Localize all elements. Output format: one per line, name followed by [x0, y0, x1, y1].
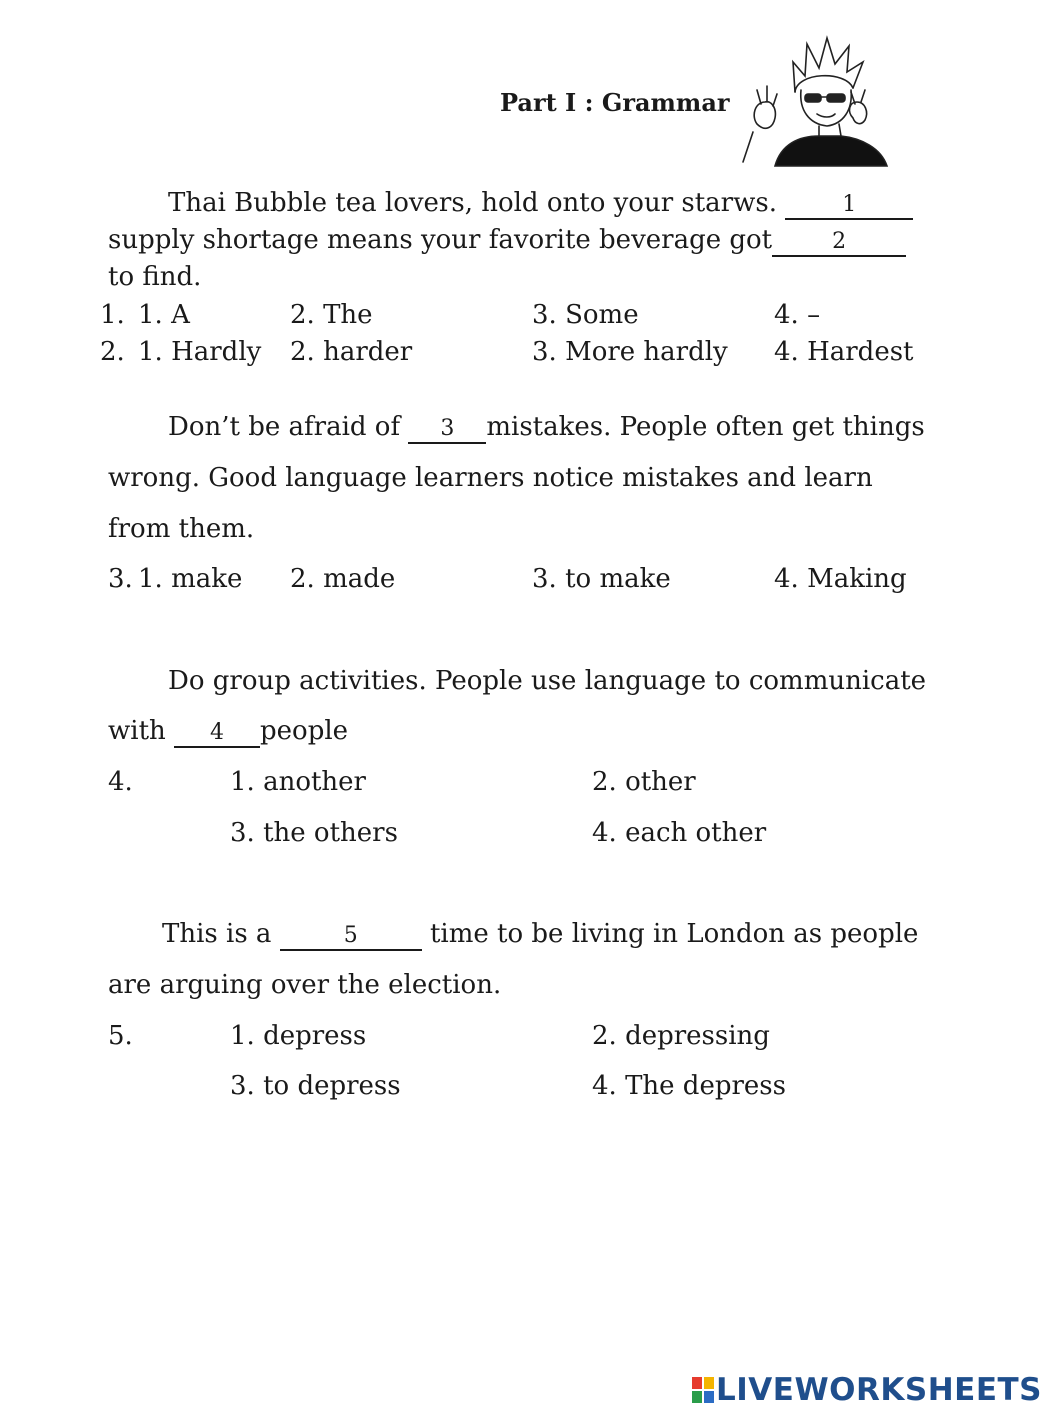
blank-4[interactable]: 4	[174, 720, 260, 748]
character-illustration	[735, 32, 895, 167]
q5-option-2[interactable]: 2. depressing	[592, 1021, 770, 1051]
passage-3-line-1: Do group activities. People use language to communicate	[168, 666, 927, 696]
q4-number: 4.	[108, 767, 133, 797]
q2-option-1[interactable]: 1. Hardly	[138, 337, 262, 367]
q3-option-4[interactable]: 4. Making	[774, 564, 907, 594]
passage-2-text: Don’t be afraid of	[168, 412, 401, 442]
q2-option-3[interactable]: 3. More hardly	[532, 337, 728, 367]
passage-3-text: with	[108, 716, 166, 746]
q5-option-4[interactable]: 4. The depress	[592, 1071, 786, 1101]
passage-2-line-1	[168, 412, 925, 444]
blank-3[interactable]: 3	[408, 416, 486, 444]
q4-option-3[interactable]: 3. the others	[230, 818, 398, 848]
q3-option-1[interactable]: 1. make	[138, 564, 243, 594]
q3-option-2[interactable]: 2. made	[290, 564, 396, 594]
passage-4-text: This is a	[162, 919, 272, 949]
q1-option-1[interactable]: 1. A	[138, 300, 190, 330]
q2-number: 2.	[100, 337, 125, 367]
passage-1-text: supply shortage means your favorite beverage got	[108, 225, 773, 255]
q3-number: 3.	[108, 564, 133, 594]
blank-2[interactable]: 2	[772, 229, 906, 257]
passage-1-text: Thai Bubble tea lovers, hold onto your starws.	[168, 188, 777, 218]
q4-option-2[interactable]: 2. other	[592, 767, 696, 797]
q5-option-3[interactable]: 3. to depress	[230, 1071, 401, 1101]
passage-2-line-3: from them.	[108, 514, 255, 544]
liveworksheets-wordmark: LIVEWORKSHEETS	[716, 1372, 1042, 1408]
q4-option-1[interactable]: 1. another	[230, 767, 366, 797]
passage-4-line-2: are arguing over the election.	[108, 970, 502, 1000]
q5-option-1[interactable]: 1. depress	[230, 1021, 367, 1051]
page-title: Part I : Grammar	[500, 88, 730, 117]
q3-option-3[interactable]: 3. to make	[532, 564, 671, 594]
passage-2-line-2: wrong. Good language learners notice mistakes and learn	[108, 463, 873, 493]
q1-option-3[interactable]: 3. Some	[532, 300, 639, 330]
liveworksheets-logo[interactable]	[692, 1372, 1042, 1408]
q1-option-4[interactable]: 4. –	[774, 300, 821, 330]
q5-number: 5.	[108, 1021, 133, 1051]
q1-option-2[interactable]: 2. The	[290, 300, 373, 330]
passage-4-line-1	[162, 919, 918, 951]
passage-3-line-2	[108, 716, 348, 748]
passage-1-line-3: to find.	[108, 262, 202, 292]
blank-1[interactable]: 1	[785, 192, 913, 220]
q4-option-4[interactable]: 4. each other	[592, 818, 767, 848]
q1-number: 1.	[100, 300, 125, 330]
liveworksheets-badge-icon	[692, 1377, 714, 1403]
blank-5[interactable]: 5	[280, 923, 422, 951]
q2-option-4[interactable]: 4. Hardest	[774, 337, 914, 367]
q2-option-2[interactable]: 2. harder	[290, 337, 413, 367]
passage-4-text: time to be living in London as people	[429, 919, 919, 949]
passage-1-line-1	[168, 188, 913, 220]
passage-1-line-2	[108, 225, 906, 257]
passage-2-text: mistakes. People often get things	[486, 412, 925, 442]
passage-3-text: people	[260, 716, 349, 746]
